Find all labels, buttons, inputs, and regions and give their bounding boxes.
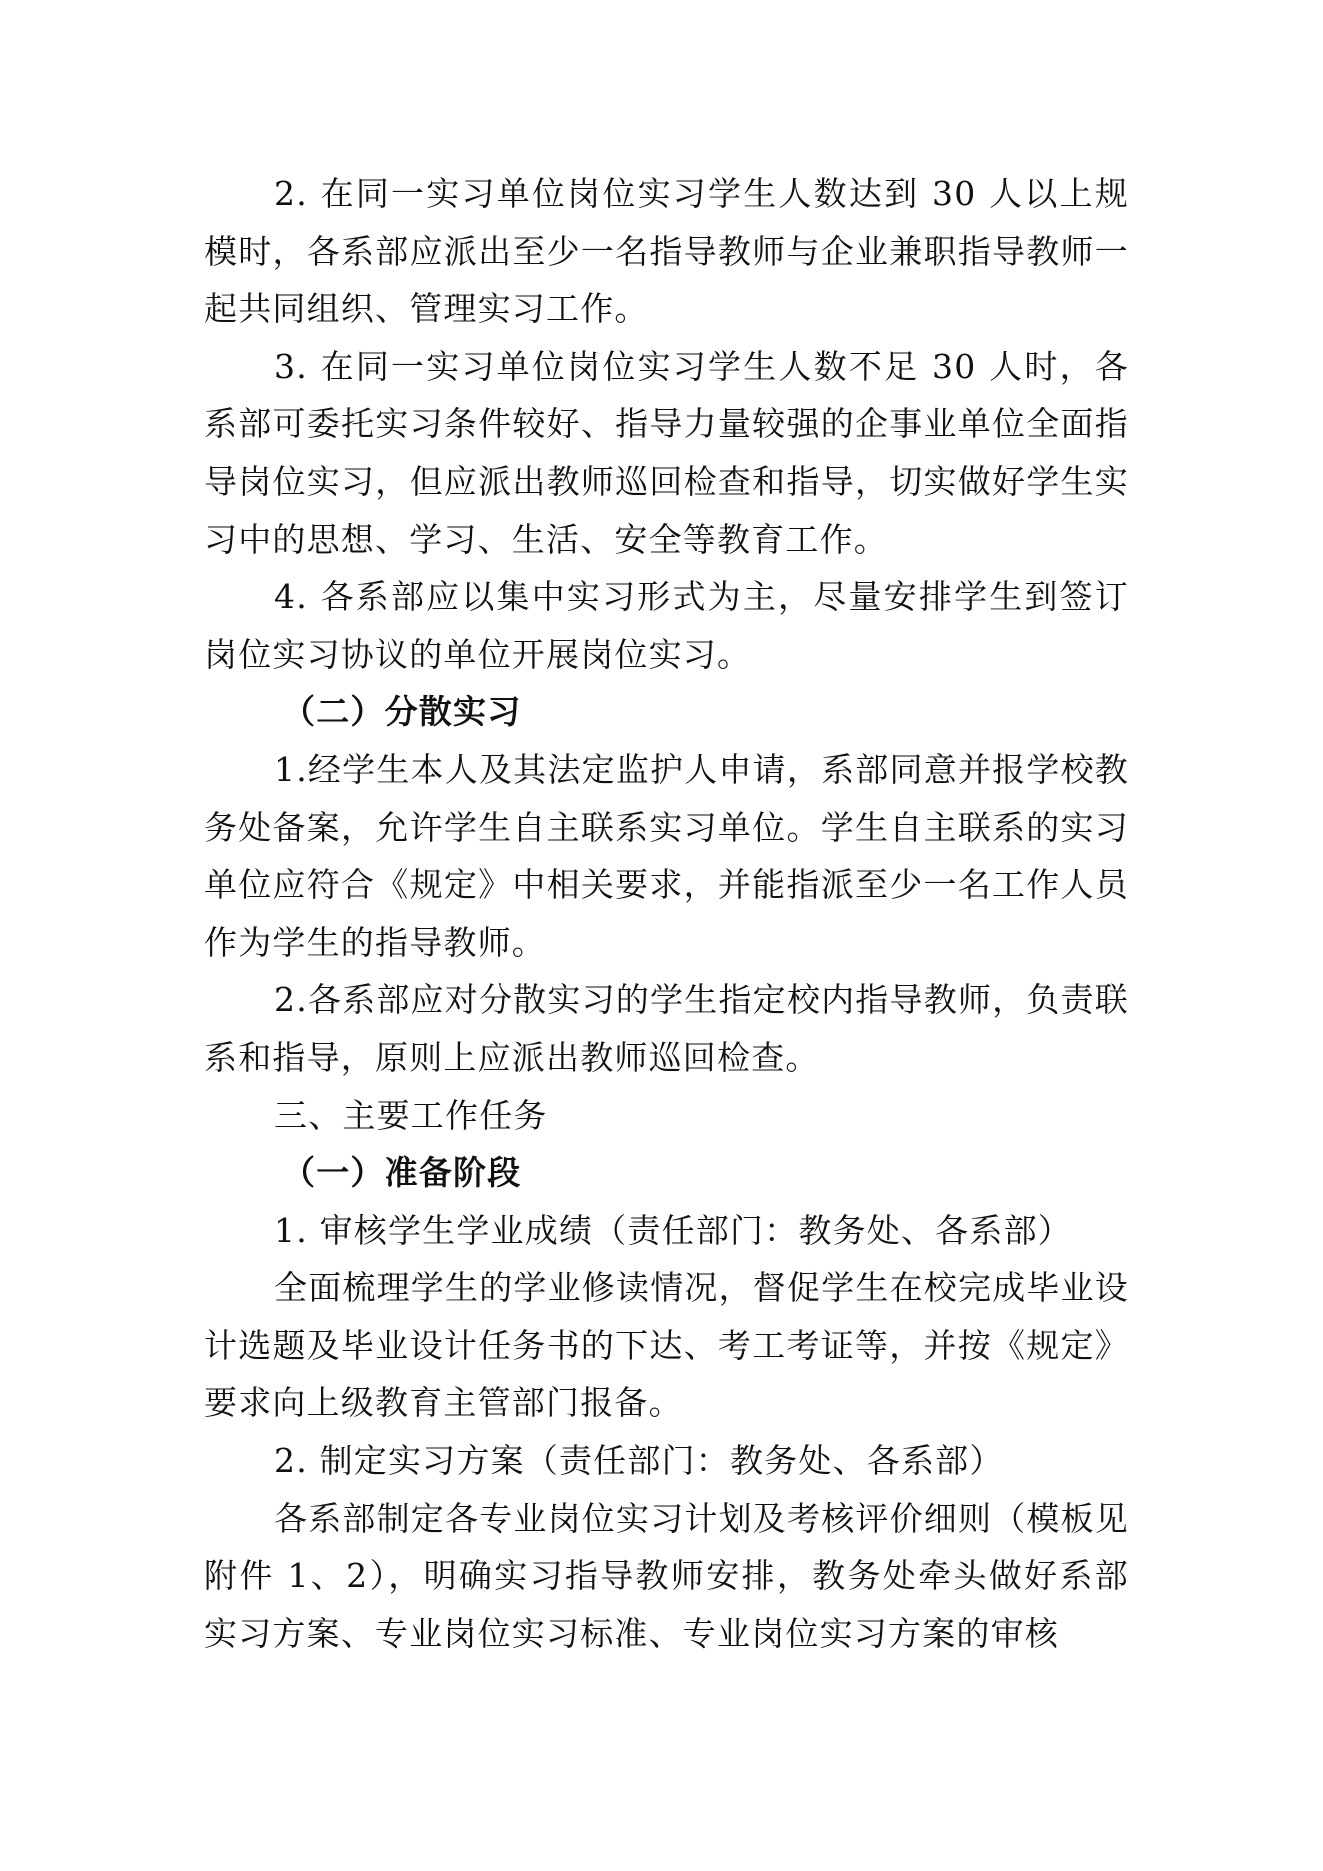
paragraph-task-1-title: 1. 审核学生学业成绩（责任部门：教务处、各系部） xyxy=(274,1210,1072,1250)
paragraph-item-3: 3. 在同一实习单位岗位实习学生人数不足 30 人时，各系部可委托实习条件较好、指导力量较强的企事业单位全面指导岗位实习，但应派出教师巡回检查和指导，切实做好学生实习中的思想、学习、生活、安全等教育工作。 xyxy=(204,346,1129,559)
paragraph-item-4: 4. 各系部应以集中实习形式为主，尽量安排学生到签订岗位实习协议的单位开展岗位实习。 xyxy=(204,577,1129,674)
section-heading-scattered-internship: （二）分散实习 xyxy=(282,692,522,732)
paragraph-task-2-title: 2. 制定实习方案（责任部门：教务处、各系部） xyxy=(274,1441,1004,1481)
paragraph-task-1-body: 全面梳理学生的学业修读情况，督促学生在校完成毕业设计选题及毕业设计任务书的下达、考工考证等，并按《规定》要求向上级教育主管部门报备。 xyxy=(204,1268,1129,1423)
paragraph-scattered-1: 1.经学生本人及其法定监护人申请，系部同意并报学校教务处备案，允许学生自主联系实习单位。学生自主联系的实习单位应符合《规定》中相关要求，并能指派至少一名工作人员作为学生的指导教师。 xyxy=(204,749,1129,962)
section-heading-main-tasks: 三、主要工作任务 xyxy=(274,1095,548,1135)
document-body xyxy=(204,165,1129,1662)
paragraph-task-2-body: 各系部制定各专业岗位实习计划及考核评价细则（模板见附件 1、2），明确实习指导教师安排，教务处牵头做好系部实习方案、专业岗位实习标准、专业岗位实习方案的审核 xyxy=(204,1498,1129,1653)
section-heading-preparation-stage: （一）准备阶段 xyxy=(282,1153,522,1193)
paragraph-scattered-2: 2.各系部应对分散实习的学生指定校内指导教师，负责联系和指导，原则上应派出教师巡回检查。 xyxy=(204,980,1129,1077)
paragraph-item-2: 2. 在同一实习单位岗位实习学生人数达到 30 人以上规模时，各系部应派出至少一名指导教师与企业兼职指导教师一起共同组织、管理实习工作。 xyxy=(204,174,1129,329)
